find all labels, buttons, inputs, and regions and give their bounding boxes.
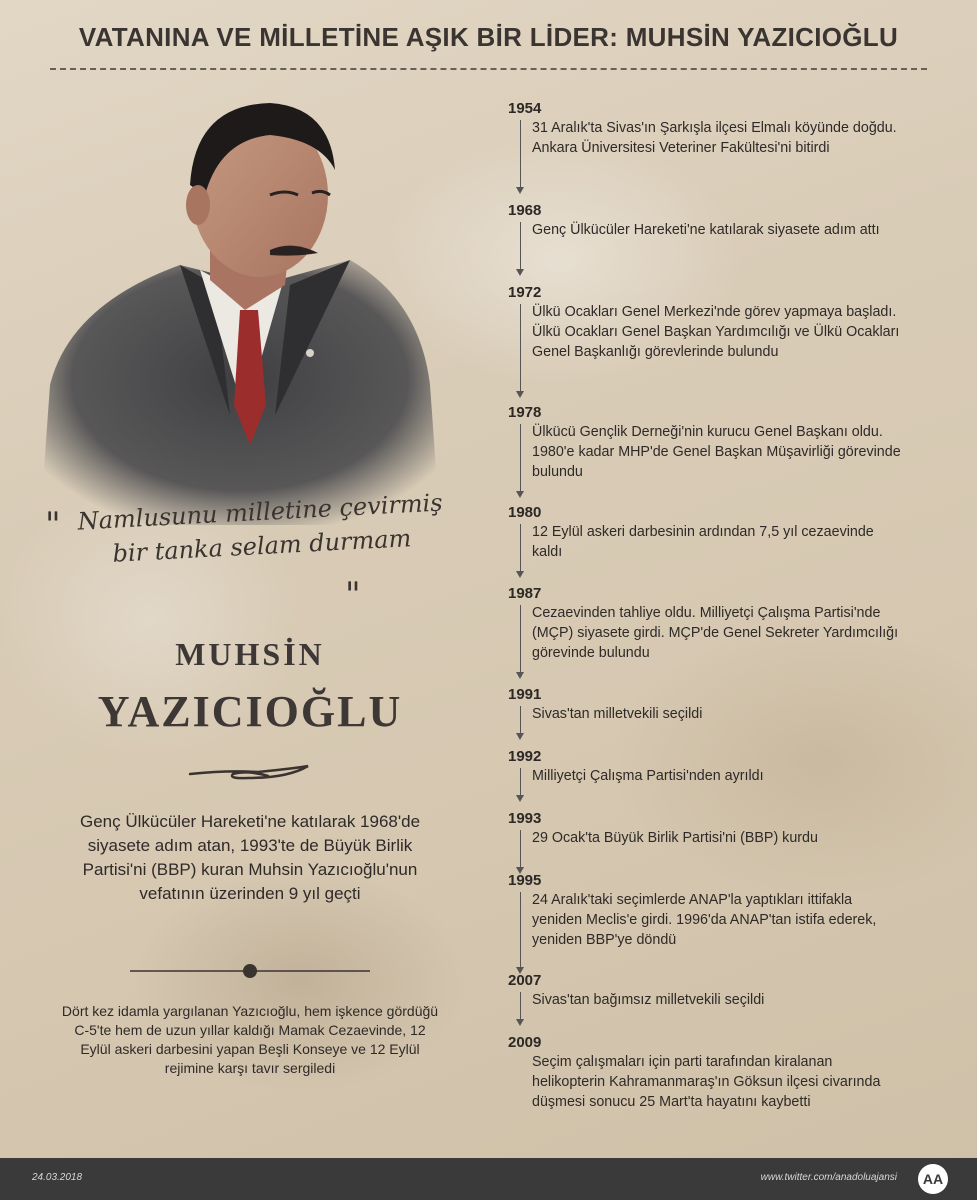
quote-block <box>45 488 455 615</box>
timeline-entry <box>508 404 908 482</box>
timeline-entry <box>508 284 908 362</box>
timeline-year: 1987 <box>508 585 542 602</box>
timeline-text: Seçim çalışmaları için parti tarafından kiralanan helikopterin Kahramanmaraş'ın Göksun ilçesi civarında düşmesi sonucu 25 Mart'ta hayatını kaybetti <box>532 1054 881 1110</box>
timeline-year: 2009 <box>508 1034 542 1051</box>
timeline-arrow <box>520 222 521 274</box>
timeline-arrow <box>520 830 521 872</box>
timeline-year: 1993 <box>508 810 542 827</box>
timeline-arrow <box>520 605 521 677</box>
note-text: Dört kez idamla yargılanan Yazıcıoğlu, hem işkence gördüğü C-5'te hem de uzun yıllar kaldığı Mamak Cezaevinde, 12 Eylül askeri darbesini yapan Beşli Konseye ve 12 Eylül rejimine karşı tavır sergiledi <box>61 1003 439 1076</box>
dot-divider <box>130 963 370 979</box>
timeline-text: Genç Ülkücüler Hareketi'ne katılarak siyasete adım attı <box>532 222 880 238</box>
quote-close-mark: " <box>345 575 361 615</box>
page-title: VATANINA VE MİLLETİNE AŞIK BİR LİDER: MUHSİN YAZICIOĞLU <box>78 22 899 52</box>
timeline-text: Cezaevinden tahliye oldu. Milliyetçi Çalışma Partisi'nde (MÇP) siyasete girdi. MÇP'de Genel Sekreter Yardımcılığı görevinde bulundu <box>532 605 899 661</box>
timeline-arrow <box>520 768 521 800</box>
timeline-arrow <box>520 120 521 192</box>
timeline-arrow <box>520 706 521 738</box>
timeline-year: 2007 <box>508 972 542 989</box>
timeline-entry <box>508 686 908 724</box>
timeline-arrow <box>520 992 521 1024</box>
timeline-text: 12 Eylül askeri darbesinin ardından 7,5 yıl cezaevinde kaldı <box>532 524 874 560</box>
timeline-year: 1995 <box>508 872 542 889</box>
timeline-entry <box>508 1034 908 1112</box>
timeline-arrow <box>520 524 521 576</box>
timeline-year: 1980 <box>508 504 542 521</box>
timeline-year: 1972 <box>508 284 542 301</box>
timeline-entry <box>508 585 908 663</box>
timeline-entry <box>508 972 908 1010</box>
timeline-text: Sivas'tan bağımsız milletvekili seçildi <box>532 992 765 1008</box>
quote-text: Namlusunu milletine çevirmiş bir tanka selam durmam <box>77 488 444 568</box>
timeline-text: Sivas'tan milletvekili seçildi <box>532 706 703 722</box>
timeline-text: 31 Aralık'ta Sivas'ın Şarkışla ilçesi Elmalı köyünde doğdu. Ankara Üniversitesi Veteriner Fakültesi'ni bitirdi <box>532 120 897 156</box>
timeline-year: 1991 <box>508 686 542 703</box>
timeline-text: 29 Ocak'ta Büyük Birlik Partisi'ni (BBP) kurdu <box>532 830 818 846</box>
timeline-entry <box>508 202 908 240</box>
timeline-arrow <box>520 424 521 496</box>
aa-logo-icon <box>917 1163 949 1195</box>
timeline-entry <box>508 100 908 158</box>
timeline-entry <box>508 748 908 786</box>
footer-date: 24.03.2018 <box>32 1172 83 1183</box>
flourish-ornament <box>188 760 313 784</box>
title-divider <box>50 68 927 70</box>
timeline-entry <box>508 504 908 562</box>
name-first: MUHSİN <box>175 636 325 672</box>
portrait-image <box>30 85 450 525</box>
timeline-entry <box>508 810 908 848</box>
timeline-year: 1992 <box>508 748 542 765</box>
timeline-arrow <box>520 304 521 396</box>
name-last: YAZICIOĞLU <box>97 687 403 736</box>
timeline-text: Ülkücü Gençlik Derneği'nin kurucu Genel Başkanı oldu. 1980'e kadar MHP'de Genel Başkan Müşavirliği görevinde bulundu <box>532 424 901 480</box>
timeline-year: 1978 <box>508 404 542 421</box>
footer-twitter-link[interactable]: www.twitter.com/anadoluajansi <box>760 1172 897 1183</box>
summary-text: Genç Ülkücüler Hareketi'ne katılarak 1968'de siyasete adım atan, 1993'te de Büyük Birlik Partisi'ni (BBP) kuran Muhsin Yazıcıoğlu'nun vefatının üzerinden 9 yıl geçti <box>79 812 421 903</box>
timeline-entry <box>508 872 908 950</box>
timeline-text: Milliyetçi Çalışma Partisi'nden ayrıldı <box>532 768 764 784</box>
timeline-arrow <box>520 892 521 972</box>
svg-text:AA: AA <box>922 1171 944 1187</box>
timeline-year: 1968 <box>508 202 542 219</box>
timeline-text: 24 Aralık'taki seçimlerde ANAP'la yaptıkları ittifakla yeniden Meclis'e girdi. 1996'da ANAP'tan istifa ederek, yeniden BBP'ye döndü <box>532 892 877 948</box>
timeline-year: 1954 <box>508 100 542 117</box>
quote-open-mark: " <box>45 505 61 545</box>
timeline-text: Ülkü Ocakları Genel Merkezi'nde görev yapmaya başladı. Ülkü Ocakları Genel Başkan Yardımcılığı ve Ülkü Ocakları Genel Başkanlığı görevlerinde bulundu <box>532 304 900 360</box>
footer-bar <box>0 1158 977 1200</box>
